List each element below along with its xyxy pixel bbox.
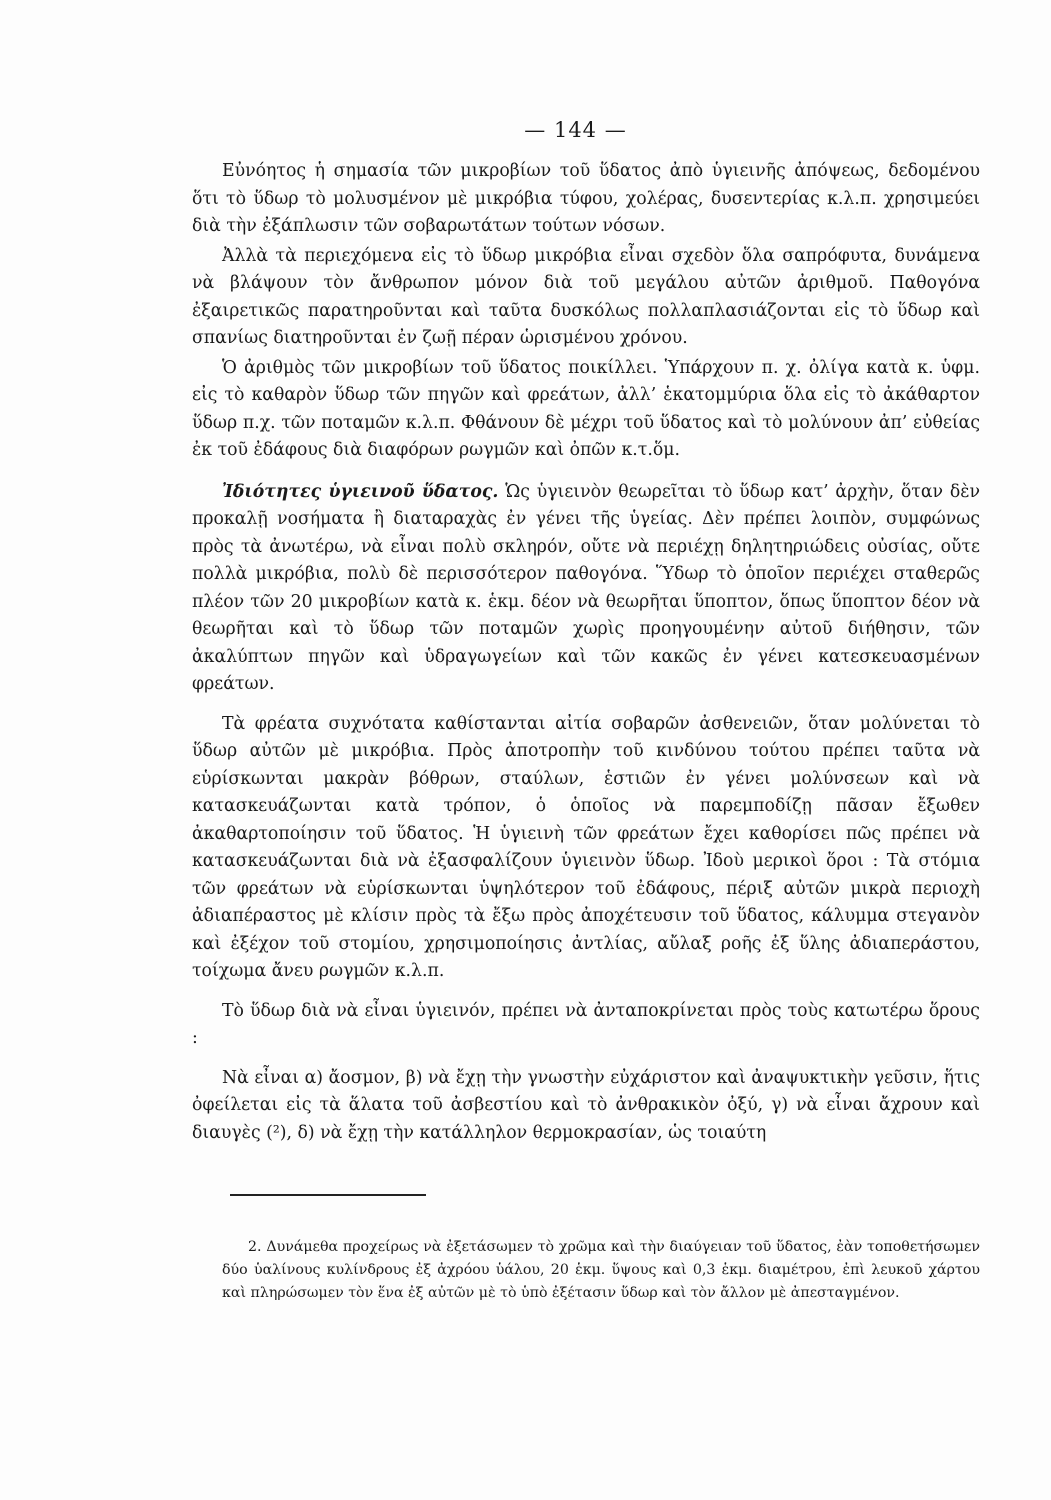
paragraph-conditions-intro: Τὸ ὕδωρ διὰ νὰ εἶναι ὑγιεινόν, πρέπει νὰ ἀνταποκρίνεται πρὸς τοὺς κατωτέρω ὅρους : <box>192 1000 980 1048</box>
paragraph-microbe-significance: Εὐνόητος ἡ σημασία τῶν μικροβίων τοῦ ὕδατος ἀπὸ ὑγιεινῆς ἀπόψεως, δεδομένου ὅτι τὸ ὕδωρ τὸ μολυσμένον μὲ μικρόβια τύφου, χολέρας, δυσεντερίας κ.λ.π. χρησιμεύει διὰ τὴν ἐξάπλωσιν τῶν σοβαρωτάτων τούτων νόσων. <box>192 161 980 236</box>
footnote: 2. Δυνάμεθα προχείρως νὰ ἐξετάσωμεν τὸ χρῶμα καὶ τὴν διαύγειαν τοῦ ὕδατος, ἐὰν τοποθετήσωμεν δύο ὑαλίνους κυλίνδρους ἐξ ἀχρόου ὑάλου, 20 ἑκμ. ὕψους καὶ 0,3 ἑκμ. διαμέτρου, ἐπὶ λευκοῦ χάρτου καὶ πληρώσωμεν τὸν ἕνα ἐξ αὐτῶν μὲ τὸ ὑπὸ ἐξέτασιν ὕδωρ καὶ τὸν ἄλλον μὲ ἀπεσταγμένον. <box>222 1239 980 1302</box>
paragraph-healthy-water-properties <box>192 479 980 699</box>
page-number: — 144 — <box>524 118 627 142</box>
paragraph-saprophytes: Ἀλλὰ τὰ περιεχόμενα εἰς τὸ ὕδωρ μικρόβια εἶναι σχεδὸν ὅλα σαπρόφυτα, δυνάμενα νὰ βλάψουν τὸν ἄνθρωπον μόνον διὰ τοῦ μεγάλου αὐτῶν ἀριθμοῦ. Παθογόνα ἐξαιρετικῶς παρατηροῦνται καὶ ταῦτα δυσκόλως πολλαπλασιάζονται εἰς τὸ ὕδωρ καὶ σπανίως διατηροῦνται ἐν ζωῇ πέραν ὡρισμένου χρόνου. <box>192 245 980 348</box>
body-text <box>192 158 980 1147</box>
paragraph-microbe-count: Ὁ ἀριθμὸς τῶν μικροβίων τοῦ ὕδατος ποικίλλει. Ὑπάρχουν π. χ. ὀλίγα κατὰ κ. ὑφμ. εἰς τὸ καθαρὸν ὕδωρ τῶν πηγῶν καὶ φρεάτων, ἀλλ’ ἑκατομμύρια ὅλα εἰς τὸ ἀκάθαρτον ὕδωρ π.χ. τῶν ποταμῶν κ.λ.π. Φθάνουν δὲ μέχρι τοῦ ὕδατος καὶ τὸ μολύνουν ἀπ’ εὐθείας ἐκ τοῦ ἐδάφους διὰ διαφόρων ρωγμῶν καὶ ὀπῶν κ.τ.ὅμ. <box>192 357 980 460</box>
paragraph-conditions-list: Νὰ εἶναι α) ἄοσμον, β) νὰ ἔχῃ τὴν γνωστὴν εὐχάριστον καὶ ἀναψυκτικὴν γεῦσιν, ἥτις ὀφείλεται εἰς τὰ ἅλατα τοῦ ἀσβεστίου καὶ τὸ ἀνθρακικὸν ὀξύ, γ) νὰ εἶναι ἄχρουν καὶ διαυγὲς (²), δ) νὰ ἔχῃ τὴν κατάλληλον θερμοκρασίαν, ὡς τοιαύτη <box>192 1067 980 1143</box>
section-heading: Ἰδιότητες ὑγιεινοῦ ὕδατος. <box>222 481 499 502</box>
footnote-divider <box>230 1194 426 1196</box>
paragraph-wells: Τὰ φρέατα συχνότατα καθίστανται αἰτία σοβαρῶν ἀσθενειῶν, ὅταν μολύνεται τὸ ὕδωρ αὐτῶν μὲ μικρόβια. Πρὸς ἀποτροπὴν τοῦ κινδύνου τούτου πρέπει ταῦτα νὰ εὑρίσκωνται μακρὰν βόθρων, σταύλων, ἑστιῶν ἐν γένει μολύνσεων καὶ νὰ κατασκευάζωνται κατὰ τρόπον, ὁ ὁποῖος νὰ παρεμποδίζῃ πᾶσαν ἔξωθεν ἀκαθαρτοποίησιν τοῦ ὕδατος. Ἡ ὑγιεινὴ τῶν φρεάτων ἔχει καθορίσει πῶς πρέπει νὰ κατασκευάζωνται διὰ νὰ ἐξασφαλίζουν ὑγιεινὸν ὕδωρ. Ἰδοὺ μερικοὶ ὅροι : Τὰ στόμια τῶν φρεάτων νὰ εὑρίσκωνται ὑψηλότερον τοῦ ἐδάφους, πέριξ αὐτῶν μικρὰ περιοχὴ ἀδιαπέραστος μὲ κλίσιν πρὸς τὰ ἔξω πρὸς ἀποχέτευσιν τοῦ ὕδατος, κάλυμμα στεγανὸν καὶ ἐξέχον τοῦ στομίου, χρησιμοποίησις ἀντλίας, αὔλαξ ροῆς ἐξ ὕλης ἀδιαπεράστου, τοίχωμα ἄνευ ρωγμῶν κ.λ.π. <box>192 713 980 981</box>
section-heading-body: Ὡς ὑγιεινὸν θεωρεῖται τὸ ὕδωρ κατ’ ἀρχὴν, ὅταν δὲν προκαλῇ νοσήματα ἢ διαταραχὰς ἐν γένει τῆς ὑγείας. Δὲν πρέπει λοιπὸν, συμφώνως πρὸς τὰ ἀνωτέρω, νὰ εἶναι πολὺ σκληρόν, οὔτε νὰ περιέχῃ δηλητηριώδεις οὐσίας, οὔτε πολλὰ μικρόβια, πολὺ δὲ περισσότερον παθογόνα. Ὕδωρ τὸ ὁποῖον περιέχει σταθερῶς πλέον τῶν 20 μικροβίων κατὰ κ. ἑκμ. δέον νὰ θεωρῆται ὕποπτον, ὅπως ὕποπτον δέον νὰ θεωρῆται καὶ τὸ ὕδωρ τῶν ποταμῶν χωρὶς προηγουμένην αὐτοῦ διήθησιν, τῶν ἀκαλύπτων πηγῶν καὶ ὑδραγωγείων καὶ τῶν κακῶς ἐν γένει κατεσκευασμένων φρεάτων. <box>192 481 980 694</box>
